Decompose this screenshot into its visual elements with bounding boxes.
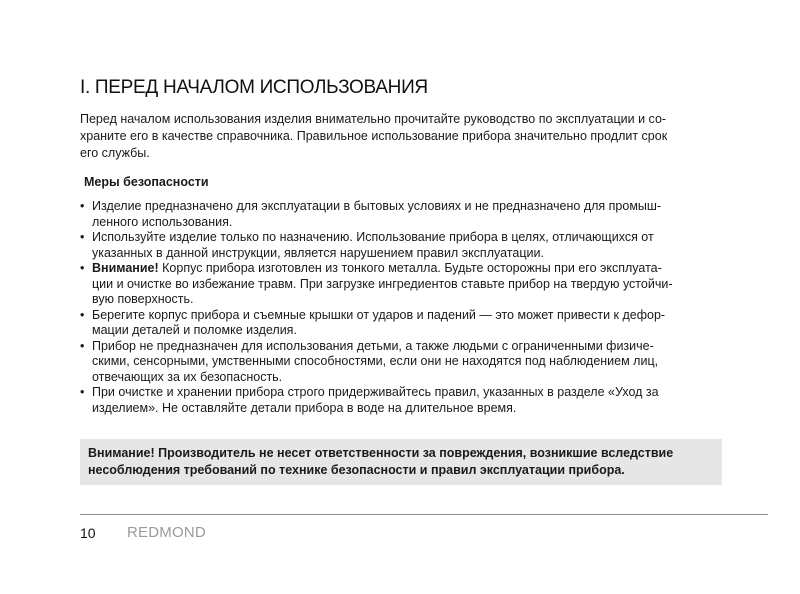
footer-divider <box>80 514 768 515</box>
bullet-icon: • <box>80 307 85 322</box>
item-line: отвечающих за их безопасность. <box>92 369 283 384</box>
bullet-icon: • <box>80 230 85 244</box>
item-line: Изделие предназначено для эксплуатации в бытовых условиях и не предназначено для промыш- <box>92 199 662 213</box>
item-line: вую поверхность. <box>92 292 194 306</box>
bullet-icon: • <box>80 261 85 275</box>
list-item <box>80 385 725 416</box>
item-line: При очистке и хранении прибора строго придерживайтесь правил, указанных в разделе «Уход за <box>92 385 659 399</box>
intro-line: его службы. <box>80 146 150 160</box>
warning-line: несоблюдения требований по технике безопасности и правил эксплуатации прибора. <box>88 463 625 477</box>
item-line: Используйте изделие только по назначению. Использование прибора в целях, отличающихся от <box>92 230 654 244</box>
item-line: изделием». Не оставляйте детали прибора в воде на длительное время. <box>92 400 517 415</box>
brand-logo: REDMOND <box>127 524 206 541</box>
list-item <box>80 339 725 386</box>
item-line: указанных в данной инструкции, является нарушением правил эксплуатации. <box>92 245 544 260</box>
list-item <box>80 308 725 339</box>
page-title: I. ПЕРЕД НАЧАЛОМ ИСПОЛЬЗОВАНИЯ <box>80 77 428 98</box>
intro-line: храните его в качестве справочника. Правильное использование прибора значительно продлит срок <box>80 129 668 143</box>
item-line: мации деталей и поломке изделия. <box>92 323 297 337</box>
section-heading-safety: Меры безопасности <box>84 175 209 189</box>
warning-line: Внимание! Производитель не несет ответственности за повреждения, возникшие вследствие <box>88 446 674 460</box>
item-line: Корпус прибора изготовлен из тонкого металла. Будьте осторожны при его эксплуата- <box>158 261 662 275</box>
item-line: ленного использования. <box>92 214 233 229</box>
bullet-icon: • <box>80 199 85 213</box>
item-line: Берегите корпус прибора и съемные крышки от ударов и падений — это может привести к дефор- <box>92 307 666 322</box>
attention-label: Внимание! <box>92 261 159 275</box>
safety-list <box>80 199 725 416</box>
intro-paragraph <box>80 111 730 162</box>
item-line: скими, сенсорными, умственными способностями, если они не находятся под наблюдением лиц, <box>92 354 659 368</box>
bullet-icon: • <box>80 338 85 353</box>
list-item <box>80 261 725 308</box>
list-item <box>80 230 725 261</box>
bullet-icon: • <box>80 385 85 399</box>
intro-line: Перед началом использования изделия внимательно прочитайте руководство по эксплуатации и со- <box>80 112 667 126</box>
warning-box <box>80 439 722 485</box>
item-line: Прибор не предназначен для использования детьми, а также людьми с ограниченными физиче- <box>92 338 654 353</box>
page-number: 10 <box>80 525 96 541</box>
item-line: ции и очистке во избежание травм. При загрузке ингредиентов ставьте прибор на твердую устойчи- <box>92 276 673 291</box>
list-item <box>80 199 725 230</box>
